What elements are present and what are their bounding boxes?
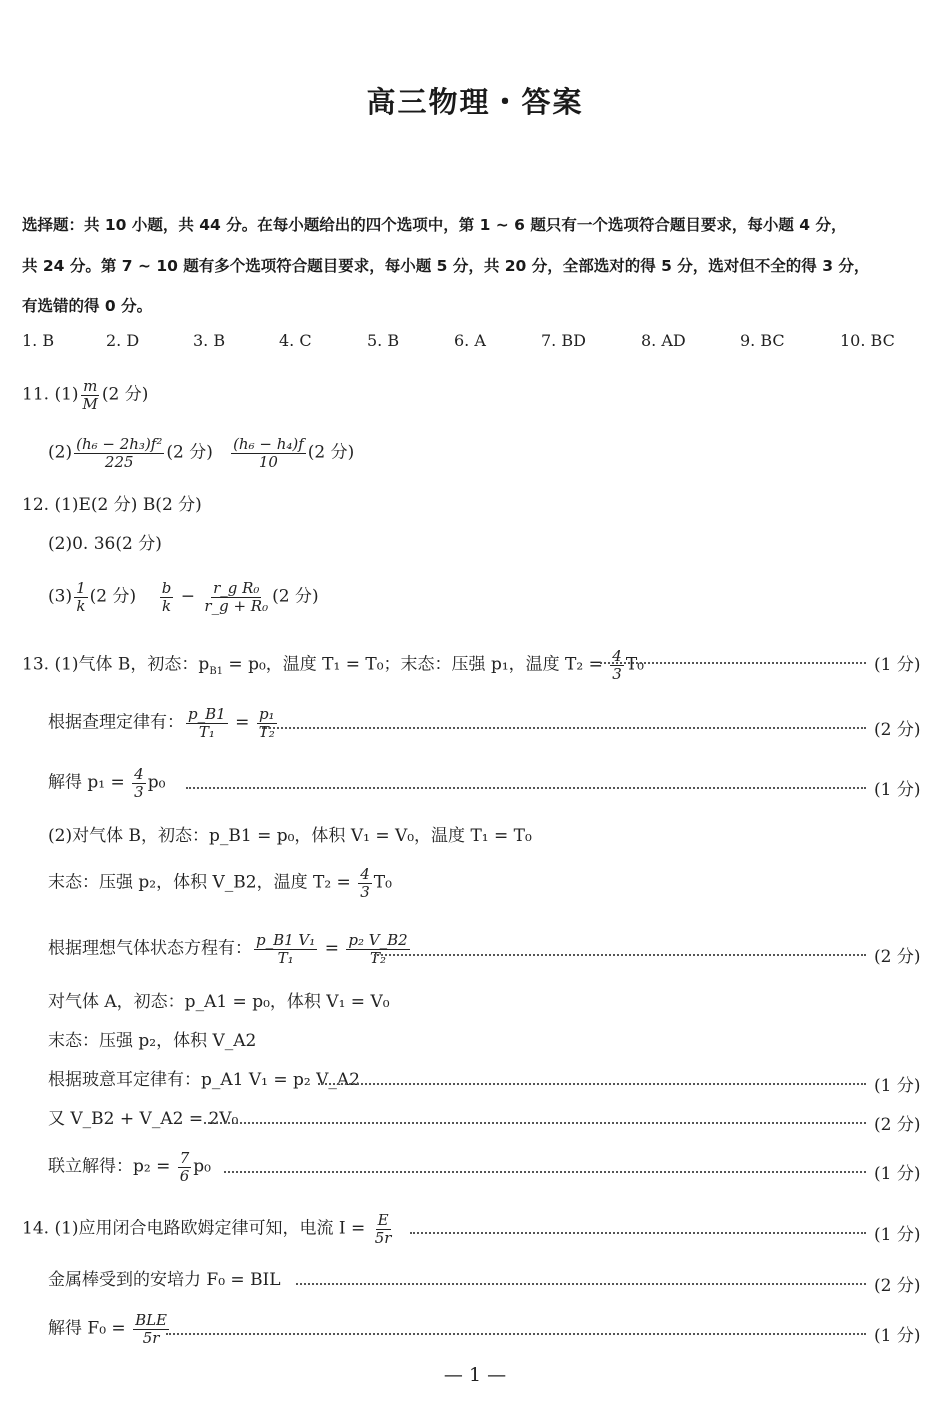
score: (2 分) [874,1276,921,1296]
q13-line-1: 13. (1)气体 B，初态：$p_{B1} = p_0$，温度 T₁ = T₀；末态：压强 p₁，温度 T₂ = $\frac{4}{3}$ T₀ [22,647,644,683]
fraction: $\frac{4}{3}$ [360,865,370,901]
mc-answer: 6. A [454,331,486,350]
q13-line-11: 联立解得：p₂ = $\frac{7}{6}$ p₀ [48,1149,211,1185]
q13-line-4: (2)对气体 B，初态：p_B1 = p₀，体积 V₁ = V₀，温度 T₁ = T₀ [48,826,532,846]
q11-part1: 11. (1) $\frac{m}{M}$ (2 分) [22,377,149,413]
mc-answer: 7. BD [541,331,586,350]
fraction: $\frac{1}{k}$ [76,579,86,615]
mc-answer: 2. D [106,331,140,350]
score: (1 分) [874,1225,921,1245]
q12-part3: (3) $\frac{1}{k}$ (2 分) $\frac{b}{k}$ − $\frac{\text{r\_g R₀}}{\text{r\_g + R₀}}$ (2 分) [48,579,319,615]
mc-answer: 5. B [367,331,400,350]
score: (2 分) [874,720,921,740]
q13-line-9: 根据玻意耳定律有：p_A1 V₁ = p₂ V_A2 [48,1070,360,1090]
q14-line-1: 14. (1)应用闭合电路欧姆定律可知，电流 I = $\frac{E}{5r}$ [22,1211,392,1247]
fraction: $\frac{\text{(h₆ − 2h₃)f²}}{225}$ [76,435,163,471]
q13-line-5: 末态：压强 p₂，体积 V_B2，温度 T₂ = $\frac{4}{3}$ T₀ [48,865,392,901]
leader-dots [166,1333,866,1335]
intro-line-1: 选择题：共 10 小题，共 44 分。在每小题给出的四个选项中，第 1 ~ 6 题只有一个选项符合题目要求，每小题 4 分， [22,216,847,234]
mc-answer: 4. C [279,331,312,350]
fraction: $\frac{\text{p₂ V\_B2}}{\text{T₂}}$ [348,931,408,967]
fraction: $\frac{\text{(h₆ − h₄)f}}{10}$ [233,435,304,471]
score: (2 分) [874,1115,921,1135]
q12-part2: (2)0. 36(2 分) [48,534,162,554]
fraction: $\frac{\text{p₁}}{\text{T₂}}$ [258,705,275,741]
leader-dots [262,727,866,729]
fraction: $\frac{E}{5r}$ [374,1211,392,1247]
q14-line-2: 金属棒受到的安培力 F₀ = BIL [48,1270,281,1290]
q13-line-8: 末态：压强 p₂，体积 V_A2 [48,1031,257,1051]
page-title: 高三物理・答案 [366,85,584,119]
q13-line-7: 对气体 A，初态：p_A1 = p₀，体积 V₁ = V₀ [48,992,390,1012]
q12-part1: 12. (1)E(2 分) B(2 分) [22,495,202,515]
intro-line-3: 有选错的得 0 分。 [22,297,153,315]
score: (1 分) [874,655,921,675]
score: (1 分) [874,1164,921,1184]
q11-part2: (2) $\frac{\text{(h₆ − 2h₃)f²}}{225}$ (2 分) $\frac{\text{(h₆ − h₄)f}}{10}$ (2 分) [48,435,355,471]
fraction: $\frac{\text{BLE}}{5r}$ [135,1311,168,1347]
mc-answer: 8. AD [641,331,686,350]
mc-answer: 10. BC [840,331,895,350]
intro-line-2: 共 24 分。第 7 ~ 10 题有多个选项符合题目要求，每小题 5 分，共 20 分，全部选对的得 5 分，选对但不全的得 3 分， [22,257,870,275]
fraction: $\frac{p\_B1}{\text{T₁}}$ [188,705,226,741]
mc-answer: 9. BC [740,331,785,350]
leader-dots [224,1171,866,1173]
fraction: $\frac{7}{6}$ [179,1149,190,1185]
leader-dots [318,1083,866,1085]
mc-answer: 3. B [193,331,226,350]
q13-line-3: 解得 p₁ = $\frac{4}{3}$ p₀ [48,765,166,801]
q14-line-3: 解得 F₀ = $\frac{\text{BLE}}{5r}$ [48,1311,168,1347]
leader-dots [204,1122,866,1124]
leader-dots [410,1232,866,1234]
leader-dots [296,1283,866,1285]
leader-dots [600,662,866,664]
q13-line-6: 根据理想气体状态方程有： $\frac{\text{p\_B1 V₁}}{\text{T₁}}$ = $\frac{\text{p₂ V\_B2}}{\text{T₂}}$ [48,931,408,967]
fraction: $\frac{4}{3}$ [612,647,622,683]
mc-answer: 1. B [22,331,55,350]
q13-line-2: 根据查理定律有： $\frac{p\_B1}{\text{T₁}}$ = $\frac{\text{p₁}}{\text{T₂}}$ [48,705,275,741]
fraction: $\frac{4}{3}$ [134,765,144,801]
page-number: — 1 — [443,1364,507,1386]
score: (1 分) [874,1326,921,1346]
fraction: $\frac{\text{r\_g R₀}}{\text{r\_g + R₀}}$ [204,579,269,615]
score: (1 分) [874,1076,921,1096]
fraction: $\frac{b}{k}$ [161,579,172,615]
score: (2 分) [874,947,921,967]
fraction: $\frac{m}{M}$ [82,377,98,413]
leader-dots [186,787,866,789]
q13-line-10: 又 V_B2 + V_A2 = 2V₀ [48,1109,239,1129]
score: (1 分) [874,780,921,800]
leader-dots [374,954,866,956]
fraction: $\frac{\text{p\_B1 V₁}}{\text{T₁}}$ [256,931,316,967]
